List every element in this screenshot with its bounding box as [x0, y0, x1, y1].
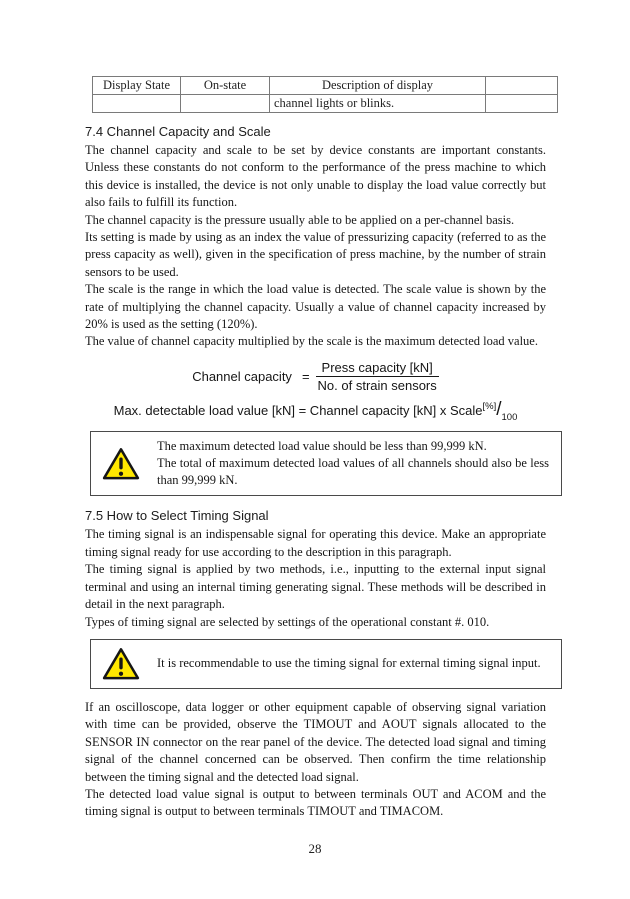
warning-text [157, 438, 549, 490]
warning-text [157, 655, 549, 672]
paragraph: If an oscilloscope, data logger or other equipment capable of observing signal variation with time can be provided, observe the TIMOUT and AOUT signals allocated to the SENSOR IN connector on the rear panel of the device. The detected load signal and timing signal of the channel concerned can be observed. Then confirm the time relationship between the timing signal and the detected load signal. [85, 699, 546, 784]
scale-100-subscript: 100 [501, 411, 518, 423]
scale-percent-superscript: [%] [482, 400, 497, 412]
page-number: 28 [308, 841, 322, 856]
warning-icon [101, 646, 141, 682]
table-header-display-state: Display State [93, 77, 181, 95]
table-cell: channel lights or blinks. [270, 95, 486, 113]
table-header-on-state: On-state [181, 77, 270, 95]
formula-text: Max. detectable load value [kN] = Channel capacity [kN] x Scale [113, 402, 483, 418]
paragraph: Types of timing signal are selected by settings of the operational constant #. 010. [85, 614, 490, 629]
paragraph: Its setting is made by using as an index the value of pressurizing capacity (referred to as the press capacity as well), given in the specification of press machine, by the number of strain sensors to be used. [85, 230, 546, 279]
warning-icon [101, 446, 141, 482]
section-7-4-heading: 7.4 Channel Capacity and Scale [85, 124, 271, 139]
paragraph: The value of channel capacity multiplied by the scale is the maximum detected load value. [85, 334, 538, 349]
formula-max-detectable-load [85, 399, 546, 423]
equals-sign: = [301, 368, 310, 384]
paragraph: The timing signal is applied by two methods, i.e., inputting to the external input signal terminal and using an internal timing generating signal. These methods will be described in detail in the next paragraph. [85, 562, 546, 612]
paragraph: The timing signal is an indispensable signal for operating this device. Make an appropriate timing signal ready for use according to the description in this paragraph. [85, 527, 546, 559]
warning-line: The total of maximum detected load values of all channels should also be less than 99,999 kN. [157, 456, 549, 488]
table-cell [181, 95, 270, 113]
fraction [316, 360, 439, 393]
table-header-blank [486, 77, 558, 95]
page-body [85, 124, 549, 821]
formula-channel-capacity [85, 360, 546, 393]
warning-line: It is recommendable to use the timing signal for external timing signal input. [157, 656, 541, 671]
paragraph: The channel capacity is the pressure usually able to be applied on a per-channel basis. [85, 212, 515, 227]
section-7-5-heading: 7.5 How to Select Timing Signal [85, 508, 269, 524]
table-cell [486, 95, 558, 113]
fraction-slash: / [496, 398, 502, 420]
paragraph: The channel capacity and scale to be set by device constants are important constants. Unless these constants do not conform to the performance of the press machine to which this device is installed, the device is not only unable to display the load value correctly but also fails to fulfill its function. [85, 143, 546, 210]
paragraph: The scale is the range in which the load value is detected. The scale value is shown by the rate of multiplying the channel capacity. Usually a value of channel capacity increased by 20% is used as the setting (120%). [85, 282, 546, 332]
warning-note-timing-signal [90, 639, 562, 689]
display-state-table [92, 76, 558, 113]
table-row [93, 95, 558, 113]
table-header-description: Description of display [270, 77, 486, 95]
paragraph: The detected load value signal is output to between terminals OUT and ACOM and the timing signal is output to between terminals TIMOUT and TIMACOM. [85, 786, 546, 819]
warning-line: The maximum detected load value should be less than 99,999 kN. [157, 438, 487, 453]
fraction-denominator: No. of strain sensors [317, 377, 437, 393]
fraction-numerator: Press capacity [kN] [316, 360, 439, 377]
warning-note-max-load [90, 431, 562, 497]
table-header-row [93, 77, 558, 95]
table-cell [93, 95, 181, 113]
formula-lhs: Channel capacity [192, 368, 292, 384]
